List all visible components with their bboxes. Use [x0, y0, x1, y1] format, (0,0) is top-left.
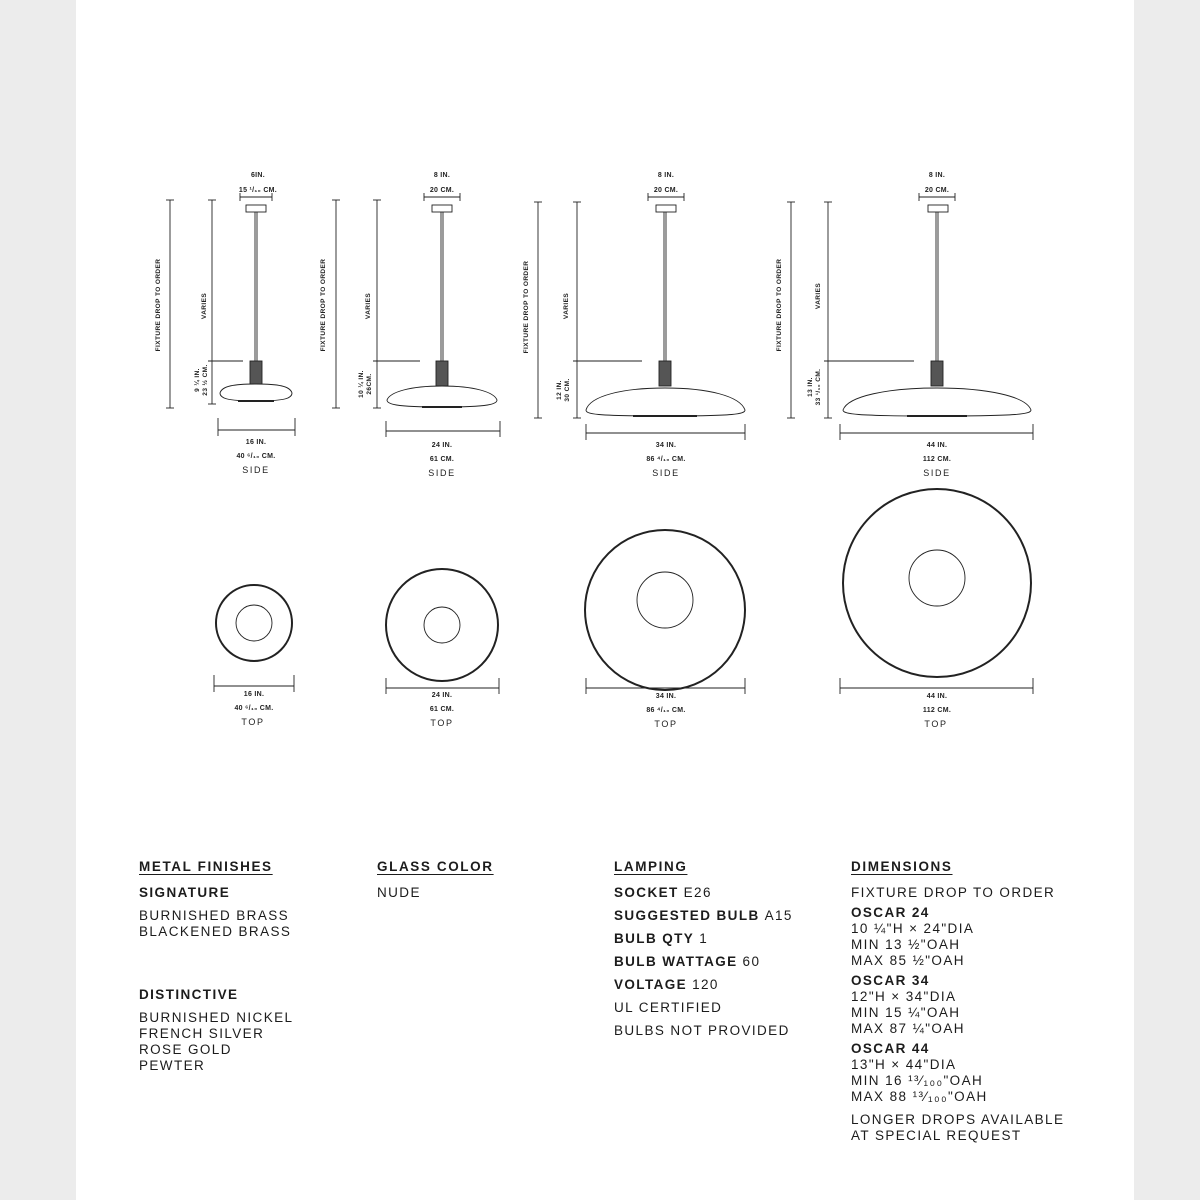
fixture-3-canopy-in: 8 IN.	[657, 172, 675, 179]
metal-finishes-section	[139, 859, 293, 1074]
fixture-2-shade-h-in: 10 ¼ IN.	[358, 370, 365, 398]
fixture-4-canopy-in: 8 IN.	[928, 172, 946, 179]
fixture-3-side-w-in: 34 IN.	[655, 442, 677, 449]
dimensions-section	[851, 859, 1064, 1144]
fixture-4-top-w-in: 44 IN.	[926, 693, 948, 700]
fixture-2-top-view	[386, 569, 499, 694]
fixture-1-shade-h-cm: 23 ½ CM.	[202, 364, 209, 396]
model-oscar-34: OSCAR 34 12"H × 34"DIA MIN 15 ¼"OAH MAX 87 ¼"OAH	[851, 973, 965, 1036]
fixture-2-varies-label: VARIES	[365, 292, 372, 320]
fixture-4-shade-h-cm: 33 ¹/₁₀ CM.	[815, 368, 822, 406]
fixture-1-drop-label: FIXTURE DROP TO ORDER	[155, 258, 162, 352]
signature-item: BURNISHED BRASS	[139, 908, 290, 923]
fixture-2-top-w-cm: 61 CM.	[429, 706, 455, 713]
fixture-2-side-label: SIDE	[428, 468, 456, 478]
model-oscar-44: OSCAR 44 13"H × 44"DIA MIN 16 ¹³⁄₁₀₀"OAH MAX 88 ¹³⁄₁₀₀"OAH	[851, 1041, 988, 1104]
spec-voltage: VOLTAGE 120	[614, 977, 719, 992]
glass-color-heading: GLASS COLOR	[377, 859, 494, 874]
dimensions-intro: FIXTURE DROP TO ORDER	[851, 885, 1056, 900]
signature-item: BLACKENED BRASS	[139, 924, 292, 939]
dimensions-footer: AT SPECIAL REQUEST	[851, 1128, 1022, 1143]
glass-color-value: NUDE	[377, 885, 421, 900]
metal-finishes-heading: METAL FINISHES	[139, 859, 273, 874]
fixture-4-shade-h-in: 13 IN.	[807, 377, 814, 397]
fixture-4-top-label: TOP	[924, 719, 948, 729]
fixture-3-top-w-in: 34 IN.	[655, 693, 677, 700]
fixture-4-side-w-cm: 112 CM.	[922, 456, 952, 463]
lamping-heading: LAMPING	[614, 859, 688, 874]
fixture-1-varies-label: VARIES	[201, 292, 208, 320]
fixture-3-side-w-cm: 86 ⁴/₁₀ CM.	[646, 456, 686, 463]
fixture-3-top-view	[585, 530, 745, 694]
spec-socket: SOCKET E26	[614, 885, 712, 900]
fixture-1-top-w-cm: 40 ⁶/₁₀ CM.	[234, 705, 274, 712]
fixture-2-drop-label: FIXTURE DROP TO ORDER	[320, 258, 327, 352]
fixture-2-canopy-cm: 20 CM.	[429, 187, 455, 194]
fixture-1-shade-h-in: 9 ¼ IN.	[194, 368, 201, 392]
dimensions-heading: DIMENSIONS	[851, 859, 953, 874]
fixture-3-canopy-cm: 20 CM.	[653, 187, 679, 194]
note-ul-certified: UL CERTIFIED	[614, 1000, 723, 1015]
fixture-1-side-w-cm: 40 ⁶/₁₀ CM.	[236, 453, 276, 460]
fixture-3-shade-h-in: 12 IN.	[556, 380, 563, 400]
fixture-4-drop-label: FIXTURE DROP TO ORDER	[776, 258, 783, 352]
distinctive-item: PEWTER	[139, 1058, 206, 1073]
fixture-3-drop-label: FIXTURE DROP TO ORDER	[523, 260, 530, 354]
fixture-1-canopy-in: 6IN.	[250, 172, 266, 179]
fixture-4-side-w-in: 44 IN.	[926, 442, 948, 449]
distinctive-item: ROSE GOLD	[139, 1042, 232, 1057]
fixture-1-side-view	[166, 193, 295, 436]
fixture-4-side-label: SIDE	[923, 468, 951, 478]
distinctive-label: DISTINCTIVE	[139, 987, 239, 1002]
fixture-1-top-label: TOP	[241, 717, 265, 727]
fixture-1-top-w-in: 16 IN.	[243, 691, 265, 698]
spec-bulb-qty: BULB QTY 1	[614, 931, 709, 946]
signature-label: SIGNATURE	[139, 885, 231, 900]
fixture-3-top-label: TOP	[654, 719, 678, 729]
lamping-section	[614, 859, 793, 1046]
fixture-1-side-w-in: 16 IN.	[245, 439, 267, 446]
fixture-2-side-view	[332, 193, 500, 437]
spec-bulb-wattage: BULB WATTAGE 60	[614, 954, 761, 969]
fixture-2-top-label: TOP	[430, 718, 454, 728]
dimensions-footer: LONGER DROPS AVAILABLE	[851, 1112, 1065, 1127]
spec-suggested-bulb: SUGGESTED BULB A15	[614, 908, 793, 923]
fixture-2-side-w-cm: 61 CM.	[429, 456, 455, 463]
distinctive-item: BURNISHED NICKEL	[139, 1010, 294, 1025]
fixture-3-shade-h-cm: 30 CM.	[564, 378, 571, 402]
fixture-1-side-label: SIDE	[242, 465, 270, 475]
fixture-3-side-label: SIDE	[652, 468, 680, 478]
fixture-2-canopy-in: 8 IN.	[433, 172, 451, 179]
model-oscar-24: OSCAR 24 10 ¼"H × 24"DIA MIN 13 ½"OAH MAX 85 ½"OAH	[851, 905, 975, 968]
fixture-1-canopy-cm: 15 ¹/₁₀ CM.	[238, 187, 278, 194]
glass-color-section	[377, 859, 494, 901]
fixture-4-varies-label: VARIES	[815, 282, 822, 310]
fixture-3-top-w-cm: 86 ⁴/₁₀ CM.	[646, 707, 686, 714]
fixture-2-shade-h-cm: 26CM.	[366, 373, 373, 395]
fixture-4-top-view	[840, 489, 1033, 694]
fixture-2-side-w-in: 24 IN.	[431, 442, 453, 449]
fixture-4-canopy-cm: 20 CM.	[924, 187, 950, 194]
distinctive-item: FRENCH SILVER	[139, 1026, 265, 1041]
fixture-4-top-w-cm: 112 CM.	[922, 707, 952, 714]
fixture-4-side-view	[787, 193, 1033, 440]
note-bulbs-not-provided: BULBS NOT PROVIDED	[614, 1023, 790, 1038]
fixture-3-varies-label: VARIES	[563, 292, 570, 320]
fixture-1-top-view	[214, 585, 294, 692]
fixture-2-top-w-in: 24 IN.	[431, 692, 453, 699]
